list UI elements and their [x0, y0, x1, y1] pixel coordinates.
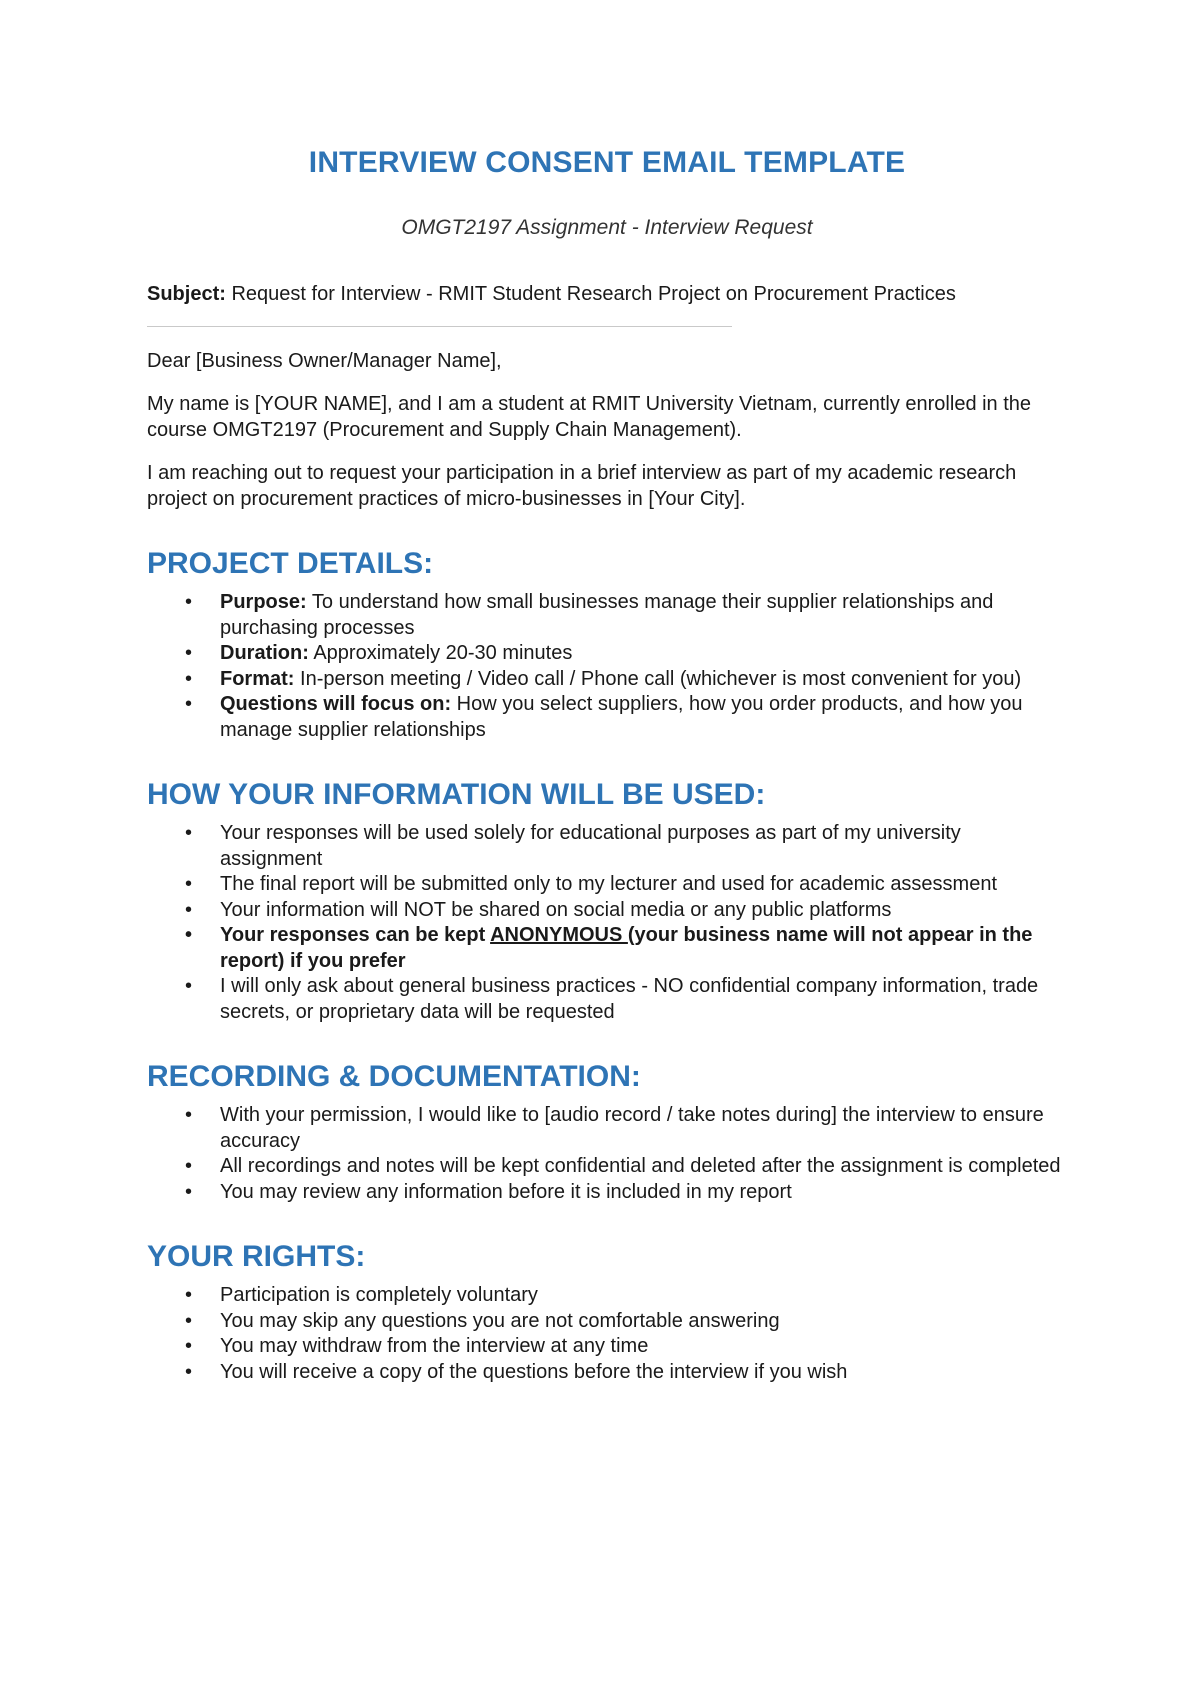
subject-label: Subject: — [147, 283, 226, 305]
document-body — [147, 282, 1067, 1385]
list-item: • Format: In-person meeting / Video call / Phone call (whichever is most convenient for you) — [147, 667, 1067, 693]
request-paragraph: I am reaching out to request your participation in a brief interview as part of my academic research project on procurement practices of micro-businesses in [Your City]. — [147, 462, 1017, 510]
information-usage-list — [147, 821, 1067, 1025]
section-heading-information-usage: HOW YOUR INFORMATION WILL BE USED: — [147, 778, 766, 811]
bullet-icon: • — [185, 693, 193, 715]
list-item: • You may withdraw from the interview at any time — [147, 1334, 1067, 1360]
bullet-icon: • — [185, 1155, 193, 1177]
list-item: • The final report will be submitted only to my lecturer and used for academic assessment — [147, 872, 1067, 898]
subject-text: Request for Interview - RMIT Student Research Project on Procurement Practices — [225, 283, 956, 305]
bullet-icon: • — [185, 667, 193, 690]
bullet-icon: • — [185, 1104, 193, 1126]
list-item: • Questions will focus on: How you select suppliers, how you order products, and how you manage supplier relationships — [185, 693, 1023, 741]
section-heading-recording: RECORDING & DOCUMENTATION: — [147, 1060, 641, 1093]
bullet-icon: • — [185, 873, 193, 895]
divider-line — [147, 326, 732, 327]
list-item: • You may review any information before it is included in my report — [147, 1180, 1067, 1206]
list-item: • With your permission, I would like to [audio record / take notes during] the interview to ensure accuracy — [185, 1104, 1044, 1152]
list-item: • You will receive a copy of the questions before the interview if you wish — [147, 1360, 1067, 1386]
list-item: • Your information will NOT be shared on social media or any public platforms — [147, 898, 1067, 924]
subject-line — [147, 282, 1067, 308]
list-item: • You may skip any questions you are not comfortable answering — [147, 1309, 1067, 1335]
bullet-icon: • — [185, 822, 193, 844]
recording-list — [147, 1103, 1067, 1205]
intro-paragraph: My name is [YOUR NAME], and I am a student at RMIT University Vietnam, currently enrolled in the course OMGT2197 (Procurement and Supply Chain Management). — [147, 393, 1032, 441]
bullet-icon: • — [185, 898, 193, 921]
bullet-icon: • — [185, 975, 193, 997]
bullet-icon: • — [185, 924, 193, 946]
document-subtitle: OMGT2197 Assignment - Interview Request — [401, 216, 813, 239]
anonymous-emphasis: ANONYMOUS — [490, 924, 628, 946]
bullet-icon: • — [185, 1309, 193, 1332]
list-item: • Participation is completely voluntary — [147, 1283, 1067, 1309]
section-heading-rights: YOUR RIGHTS: — [147, 1240, 366, 1273]
bullet-icon: • — [185, 642, 193, 664]
bullet-icon: • — [185, 1180, 193, 1203]
greeting: Dear [Business Owner/Manager Name], — [147, 349, 502, 372]
list-item: • Duration: Approximately 20-30 minutes — [147, 641, 1067, 667]
list-item: • Your responses will be used solely for educational purposes as part of my university assignment — [185, 822, 961, 870]
list-item: • I will only ask about general business practices - NO confidential company information, trade secrets, or proprietary data will be requested — [185, 975, 1039, 1023]
project-details-list — [147, 590, 1067, 743]
list-item: • All recordings and notes will be kept confidential and deleted after the assignment is completed — [147, 1154, 1067, 1180]
document-title: INTERVIEW CONSENT EMAIL TEMPLATE — [308, 146, 906, 179]
section-heading-project-details: PROJECT DETAILS: — [147, 547, 434, 580]
bullet-icon: • — [185, 1335, 193, 1357]
anonymous-list-item: • Your responses can be kept ANONYMOUS (your business name will not appear in the report) if you prefer — [185, 924, 1033, 972]
bullet-icon: • — [185, 1360, 193, 1383]
rights-list — [147, 1283, 1067, 1385]
list-item: • Purpose: To understand how small businesses manage their supplier relationships and purchasing processes — [185, 591, 994, 639]
bullet-icon: • — [185, 591, 193, 613]
bullet-icon: • — [185, 1284, 193, 1306]
